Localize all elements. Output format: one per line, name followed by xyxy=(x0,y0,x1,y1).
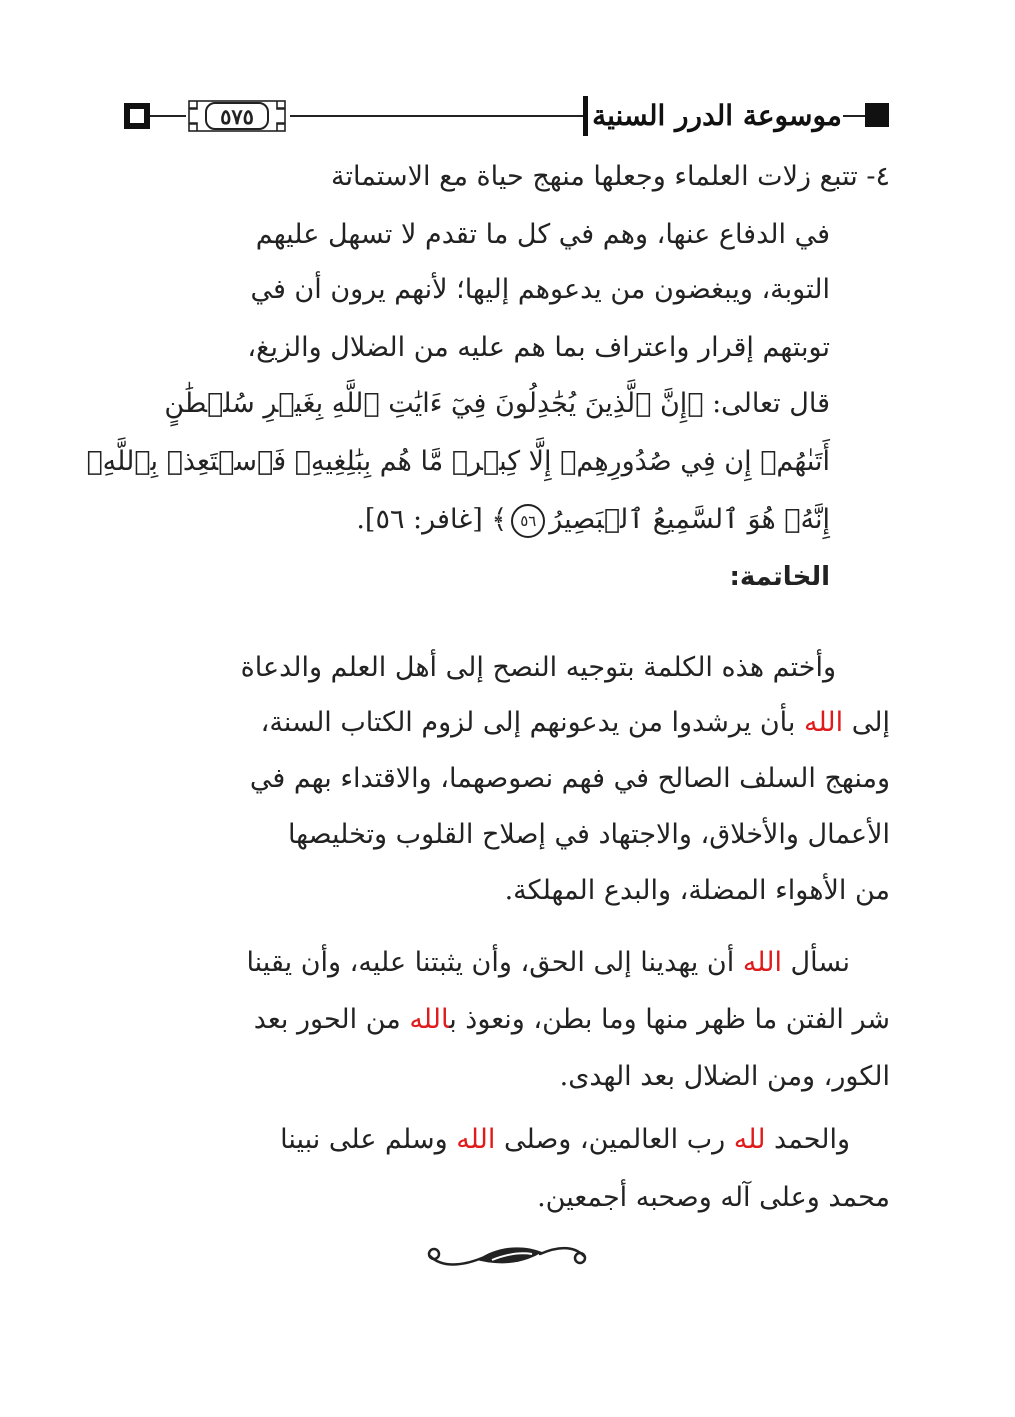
page-number: ٥٧٥ xyxy=(205,102,269,130)
para1-line-2 xyxy=(261,703,890,743)
header-square-right xyxy=(865,103,889,127)
header-rule-right xyxy=(843,115,865,117)
para3-line-2: محمد وعلى آله وصحبه أجمعين. xyxy=(537,1182,890,1213)
ayah-number-marker: ٥٦ xyxy=(511,504,545,538)
divine-name: الله xyxy=(804,707,844,738)
para1-text-2a: إلى xyxy=(843,707,890,738)
para2-text-1a: نسأل xyxy=(781,947,850,978)
para1-line-3: ومنهج السلف الصالح في فهم نصوصهما، والاقتداء بهم في xyxy=(249,763,890,794)
verse-citation: [غافر: ٥٦]. xyxy=(356,504,492,535)
para2-line-2 xyxy=(254,1000,890,1040)
book-title: موسوعة الدرر السنية xyxy=(592,98,842,132)
divine-name: الله xyxy=(456,1124,496,1155)
divine-name: لله xyxy=(733,1124,766,1155)
quran-verse-part-2: أَتَىٰهُمۡ إِن فِي صُدُورِهِمۡ إِلَّا كِبۡرٞ مَّا هُم بِبَٰلِغِيهِۚ فَٱسۡتَعِذۡ بِٱللَّهِۖ xyxy=(86,446,830,477)
conclusion-heading: الخاتمة: xyxy=(729,562,830,592)
header-rule-middle xyxy=(290,115,583,117)
header-rule-left xyxy=(150,115,186,117)
para3-text-1b: رب العالمين، وصلى xyxy=(495,1124,734,1155)
para1-text-2b: بأن يرشدوا من يدعونهم إلى لزوم الكتاب السنة، xyxy=(260,707,805,738)
item4-line-4: توبتهم إقرار واعتراف بما هم عليه من الضلال والزيغ، xyxy=(247,332,830,363)
header-square-left xyxy=(124,103,150,129)
para2-line-1 xyxy=(246,943,890,983)
item4-line-1: ٤- تتبع زلات العلماء وجعلها منهج حياة مع الاستماتة xyxy=(331,161,890,192)
quran-close-bracket: ﴾ xyxy=(491,504,508,535)
quran-verse-part-1: ﴿إِنَّ ٱلَّذِينَ يُجَٰدِلُونَ فِيٓ ءَايَٰتِ ٱللَّهِ بِغَيۡرِ سُلۡطَٰنٍ xyxy=(164,388,704,419)
divine-name: الله xyxy=(409,1004,450,1035)
item4-line-3: التوبة، ويبغضون من يدعوهم إليها؛ لأنهم يرون أن في xyxy=(250,274,830,305)
para3-line-1 xyxy=(280,1120,890,1160)
para2-text-2b: من الحور بعد xyxy=(253,1004,410,1035)
para2-line-3: الكور، ومن الضلال بعد الهدى. xyxy=(559,1061,890,1092)
page-header xyxy=(0,0,1015,160)
para1-line-1 xyxy=(241,648,890,688)
para1-line-5: من الأهواء المضلة، والبدع المهلكة. xyxy=(504,875,890,906)
divine-name: الله xyxy=(742,947,782,978)
item4-line-5 xyxy=(164,384,830,424)
item4-line-2: في الدفاع عنها، وهم في كل ما تقدم لا تسهل عليهم xyxy=(255,219,830,250)
para1-line-4: الأعمال والأخلاق، والاجتهاد في إصلاح القلوب وتخليصها xyxy=(287,819,890,850)
para3-text-1a: والحمد xyxy=(765,1124,850,1155)
para2-text-2a: شر الفتن ما ظهر منها وما بطن، ونعوذ ب xyxy=(449,1004,890,1035)
quote-intro: قال تعالى: xyxy=(703,388,830,419)
end-of-text-ornament-icon xyxy=(422,1238,592,1274)
item4-line-7 xyxy=(356,500,830,540)
header-bar xyxy=(583,96,588,136)
para3-text-1c: وسلم على نبينا xyxy=(280,1124,457,1155)
para1-text-1: وأختم هذه الكلمة بتوجيه النصح إلى أهل العلم والدعاة xyxy=(240,652,836,683)
para2-text-1b: أن يهدينا إلى الحق، وأن يثبتنا عليه، وأن يقينا xyxy=(246,947,743,978)
quran-verse-part-3: إِنَّهُۥ هُوَ ٱلسَّمِيعُ ٱلۡبَصِيرُ xyxy=(549,504,830,535)
item4-line-6 xyxy=(86,442,830,482)
